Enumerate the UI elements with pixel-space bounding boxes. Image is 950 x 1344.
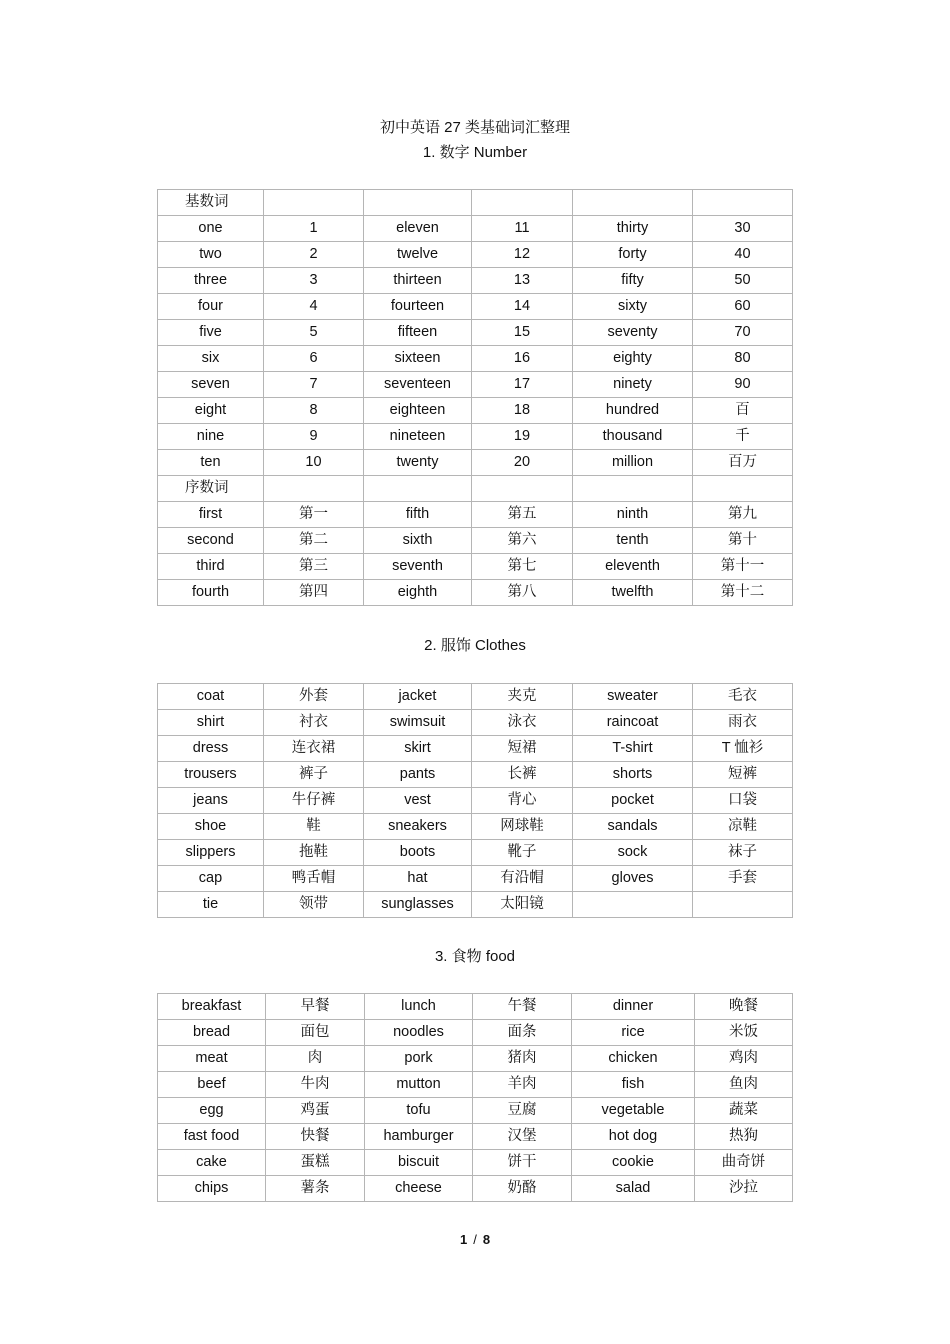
table-cell: 口袋	[693, 788, 793, 814]
table-cell: 袜子	[693, 840, 793, 866]
table-cell	[693, 892, 793, 918]
table-cell: 16	[472, 346, 573, 372]
table-row	[158, 268, 793, 294]
table-cell: 第四	[264, 580, 364, 606]
table-cell: gloves	[573, 866, 693, 892]
table-row	[158, 1098, 793, 1124]
table-cell: ten	[158, 450, 264, 476]
table-cell: 鸡蛋	[266, 1098, 365, 1124]
table-row	[158, 892, 793, 918]
table-row	[158, 242, 793, 268]
table-cell	[693, 190, 793, 216]
table-cell: egg	[158, 1098, 266, 1124]
table-cell: eleventh	[573, 554, 693, 580]
table-cell: thirty	[573, 216, 693, 242]
table-cell: twelfth	[573, 580, 693, 606]
table-cell: 肉	[266, 1046, 365, 1072]
table-cell: 米饭	[695, 1020, 793, 1046]
section-heading-food: 3. 食物 food	[434, 948, 516, 965]
table-cell: first	[158, 502, 264, 528]
table-cell: 靴子	[472, 840, 573, 866]
table-cell: 牛肉	[266, 1072, 365, 1098]
table-cell: fish	[572, 1072, 695, 1098]
table-cell: 蛋糕	[266, 1150, 365, 1176]
table-cell: pants	[364, 762, 472, 788]
table-cell: thirteen	[364, 268, 472, 294]
table-cell: cookie	[572, 1150, 695, 1176]
table-cell: 13	[472, 268, 573, 294]
table-row	[158, 1176, 793, 1202]
table-cell: 汉堡	[473, 1124, 572, 1150]
table-row	[158, 1046, 793, 1072]
table-row	[158, 502, 793, 528]
table-cell: 裤子	[264, 762, 364, 788]
table-row	[158, 736, 793, 762]
table-cell: seventh	[364, 554, 472, 580]
table-cell: jeans	[158, 788, 264, 814]
table-cell: lunch	[365, 994, 473, 1020]
table-cell: 序数词	[158, 476, 264, 502]
table-row	[158, 814, 793, 840]
table-row	[158, 580, 793, 606]
table-cell: 20	[472, 450, 573, 476]
table-cell: fifty	[573, 268, 693, 294]
table-cell: 鸭舌帽	[264, 866, 364, 892]
table-cell: dress	[158, 736, 264, 762]
table-cell: 30	[693, 216, 793, 242]
table-cell: mutton	[365, 1072, 473, 1098]
table-cell: twenty	[364, 450, 472, 476]
table-cell: 连衣裙	[264, 736, 364, 762]
table-cell: twelve	[364, 242, 472, 268]
table-row	[158, 788, 793, 814]
table-cell: 奶酪	[473, 1176, 572, 1202]
table-cell: 18	[472, 398, 573, 424]
table-row	[158, 424, 793, 450]
table-cell: 网球鞋	[472, 814, 573, 840]
table-cell: 沙拉	[695, 1176, 793, 1202]
table-row	[158, 1020, 793, 1046]
table-cell: two	[158, 242, 264, 268]
table-cell: hot dog	[572, 1124, 695, 1150]
table-cell: biscuit	[365, 1150, 473, 1176]
table-row	[158, 1124, 793, 1150]
table-cell: 4	[264, 294, 364, 320]
table-cell: 10	[264, 450, 364, 476]
table-cell: seven	[158, 372, 264, 398]
table-cell: 50	[693, 268, 793, 294]
table-row	[158, 994, 793, 1020]
table-cell: swimsuit	[364, 710, 472, 736]
table-cell: six	[158, 346, 264, 372]
table-cell: 基数词	[158, 190, 264, 216]
table-cell	[264, 190, 364, 216]
table-cell: fourth	[158, 580, 264, 606]
table-row	[158, 762, 793, 788]
table-cell: vegetable	[572, 1098, 695, 1124]
table-cell: shoe	[158, 814, 264, 840]
table-row	[158, 710, 793, 736]
table-cell: seventy	[573, 320, 693, 346]
table-cell: five	[158, 320, 264, 346]
table-row	[158, 450, 793, 476]
table-cell: 百	[693, 398, 793, 424]
table-cell: 鞋	[264, 814, 364, 840]
table-cell: tofu	[365, 1098, 473, 1124]
table-cell: bread	[158, 1020, 266, 1046]
table-cell: million	[573, 450, 693, 476]
table-cell: sixty	[573, 294, 693, 320]
table-cell: 第八	[472, 580, 573, 606]
table-cell: 长裤	[472, 762, 573, 788]
table-cell: 第十一	[693, 554, 793, 580]
table-cell: 凉鞋	[693, 814, 793, 840]
table-cell: seventeen	[364, 372, 472, 398]
table-cell: 毛衣	[693, 684, 793, 710]
table-cell: T-shirt	[573, 736, 693, 762]
page-number-current: 1	[459, 1232, 468, 1247]
table-cell: 快餐	[266, 1124, 365, 1150]
table-cell: boots	[364, 840, 472, 866]
table-cell: coat	[158, 684, 264, 710]
table-cell: sandals	[573, 814, 693, 840]
table-cell	[264, 476, 364, 502]
table-cell: 百万	[693, 450, 793, 476]
table-cell: sixth	[364, 528, 472, 554]
table-cell: fifteen	[364, 320, 472, 346]
table-row	[158, 554, 793, 580]
table-cell: 第七	[472, 554, 573, 580]
table-cell: shirt	[158, 710, 264, 736]
table-cell: 太阳镜	[472, 892, 573, 918]
section-heading-number: 1. 数字 Number	[422, 144, 528, 161]
table-cell: trousers	[158, 762, 264, 788]
table-cell: chicken	[572, 1046, 695, 1072]
table-cell: 19	[472, 424, 573, 450]
table-row	[158, 684, 793, 710]
table-cell: 薯条	[266, 1176, 365, 1202]
table-cell: nine	[158, 424, 264, 450]
table-cell: 外套	[264, 684, 364, 710]
table-cell	[472, 476, 573, 502]
table-cell: 鸡肉	[695, 1046, 793, 1072]
table-cell: 7	[264, 372, 364, 398]
table-cell: 有沿帽	[472, 866, 573, 892]
table-cell: 背心	[472, 788, 573, 814]
table-cell: sweater	[573, 684, 693, 710]
table-cell: sunglasses	[364, 892, 472, 918]
table-cell: 90	[693, 372, 793, 398]
table-cell: 3	[264, 268, 364, 294]
table-cell: fourteen	[364, 294, 472, 320]
table-cell: 衬衣	[264, 710, 364, 736]
table-cell: chips	[158, 1176, 266, 1202]
page-number	[0, 1232, 950, 1247]
table-cell: fifth	[364, 502, 472, 528]
table-cell: pork	[365, 1046, 473, 1072]
vocab-table-number	[157, 189, 793, 606]
table-cell: 1	[264, 216, 364, 242]
table-cell: 6	[264, 346, 364, 372]
table-cell: 短裤	[693, 762, 793, 788]
table-cell: eight	[158, 398, 264, 424]
table-cell: eighteen	[364, 398, 472, 424]
table-cell: hat	[364, 866, 472, 892]
table-cell: nineteen	[364, 424, 472, 450]
vocab-table-clothes	[157, 683, 793, 918]
table-cell: 牛仔裤	[264, 788, 364, 814]
table-cell: sneakers	[364, 814, 472, 840]
table-cell: 12	[472, 242, 573, 268]
table-cell: 早餐	[266, 994, 365, 1020]
table-cell: 第十二	[693, 580, 793, 606]
table-cell: cap	[158, 866, 264, 892]
table-cell: third	[158, 554, 264, 580]
table-row	[158, 528, 793, 554]
table-cell: eleven	[364, 216, 472, 242]
page-number-total: 8	[482, 1232, 491, 1247]
table-cell: raincoat	[573, 710, 693, 736]
table-row	[158, 346, 793, 372]
table-cell: dinner	[572, 994, 695, 1020]
table-cell: 拖鞋	[264, 840, 364, 866]
table-cell: 羊肉	[473, 1072, 572, 1098]
table-cell: salad	[572, 1176, 695, 1202]
table-cell	[573, 476, 693, 502]
table-cell: 第九	[693, 502, 793, 528]
table-cell: rice	[572, 1020, 695, 1046]
document-title: 初中英语 27 类基础词汇整理	[379, 119, 571, 136]
table-cell: 70	[693, 320, 793, 346]
table-cell: slippers	[158, 840, 264, 866]
table-cell	[573, 892, 693, 918]
table-cell: skirt	[364, 736, 472, 762]
table-cell: cake	[158, 1150, 266, 1176]
table-cell: ninety	[573, 372, 693, 398]
table-cell: 9	[264, 424, 364, 450]
table-cell: noodles	[365, 1020, 473, 1046]
vocab-table-food	[157, 993, 793, 1202]
table-cell: second	[158, 528, 264, 554]
table-cell: cheese	[365, 1176, 473, 1202]
table-cell: 豆腐	[473, 1098, 572, 1124]
table-cell: 晚餐	[695, 994, 793, 1020]
table-cell: sock	[573, 840, 693, 866]
table-cell: 第十	[693, 528, 793, 554]
table-cell: 2	[264, 242, 364, 268]
table-cell: 短裙	[472, 736, 573, 762]
table-cell: 饼干	[473, 1150, 572, 1176]
table-cell: breakfast	[158, 994, 266, 1020]
table-row	[158, 372, 793, 398]
table-row	[158, 190, 793, 216]
table-cell: hamburger	[365, 1124, 473, 1150]
table-cell: 第五	[472, 502, 573, 528]
table-cell: 40	[693, 242, 793, 268]
table-cell: fast food	[158, 1124, 266, 1150]
table-cell: 夹克	[472, 684, 573, 710]
table-cell: eighth	[364, 580, 472, 606]
table-cell: 5	[264, 320, 364, 346]
table-cell: 80	[693, 346, 793, 372]
table-cell: thousand	[573, 424, 693, 450]
table-cell: tenth	[573, 528, 693, 554]
table-cell	[364, 476, 472, 502]
table-cell: shorts	[573, 762, 693, 788]
table-cell: beef	[158, 1072, 266, 1098]
table-cell	[364, 190, 472, 216]
table-cell: 曲奇饼	[695, 1150, 793, 1176]
table-cell	[693, 476, 793, 502]
table-cell: 第二	[264, 528, 364, 554]
table-cell: forty	[573, 242, 693, 268]
table-cell: 面条	[473, 1020, 572, 1046]
table-cell: pocket	[573, 788, 693, 814]
table-cell: ninth	[573, 502, 693, 528]
table-cell: 泳衣	[472, 710, 573, 736]
table-cell: 猪肉	[473, 1046, 572, 1072]
table-row	[158, 398, 793, 424]
table-row	[158, 1150, 793, 1176]
table-cell: eighty	[573, 346, 693, 372]
table-cell: 8	[264, 398, 364, 424]
table-cell: tie	[158, 892, 264, 918]
table-cell: 第六	[472, 528, 573, 554]
table-row	[158, 294, 793, 320]
table-cell: one	[158, 216, 264, 242]
table-cell: 蔬菜	[695, 1098, 793, 1124]
table-cell: 17	[472, 372, 573, 398]
table-cell: four	[158, 294, 264, 320]
table-cell: T 恤衫	[693, 736, 793, 762]
table-cell: 第三	[264, 554, 364, 580]
table-cell: 60	[693, 294, 793, 320]
table-cell: meat	[158, 1046, 266, 1072]
table-cell: 11	[472, 216, 573, 242]
table-cell: 领带	[264, 892, 364, 918]
section-heading-clothes: 2. 服饰 Clothes	[424, 637, 526, 654]
table-cell: 热狗	[695, 1124, 793, 1150]
table-cell: three	[158, 268, 264, 294]
table-cell: vest	[364, 788, 472, 814]
page-number-separator: /	[473, 1232, 477, 1247]
table-row	[158, 476, 793, 502]
table-cell: sixteen	[364, 346, 472, 372]
table-cell: 雨衣	[693, 710, 793, 736]
table-row	[158, 320, 793, 346]
table-cell: 鱼肉	[695, 1072, 793, 1098]
table-cell: 手套	[693, 866, 793, 892]
table-cell: 面包	[266, 1020, 365, 1046]
table-cell: 15	[472, 320, 573, 346]
table-cell: 第一	[264, 502, 364, 528]
table-cell: 14	[472, 294, 573, 320]
table-cell: jacket	[364, 684, 472, 710]
table-row	[158, 866, 793, 892]
table-row	[158, 840, 793, 866]
table-cell: hundred	[573, 398, 693, 424]
table-cell: 午餐	[473, 994, 572, 1020]
table-cell	[573, 190, 693, 216]
table-row	[158, 1072, 793, 1098]
table-row	[158, 216, 793, 242]
table-cell	[472, 190, 573, 216]
table-cell: 千	[693, 424, 793, 450]
